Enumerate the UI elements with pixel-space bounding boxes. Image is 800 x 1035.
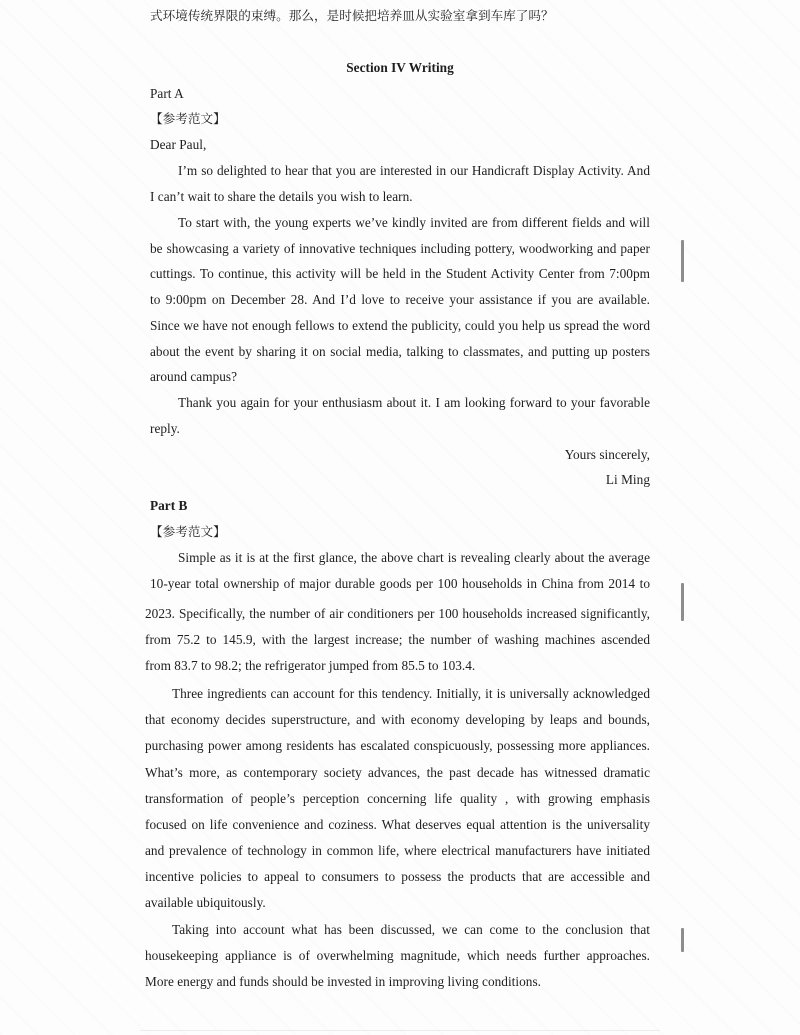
paragraph-line: available ubiquitously. bbox=[145, 895, 266, 910]
paragraph-line: 10-year total ownership of major durable goods per 100 households in China from 2014 to bbox=[150, 576, 650, 591]
paragraph-line: More energy and funds should be invested in improving living conditions. bbox=[145, 974, 541, 989]
paragraph-line: I can’t wait to share the details you wish to learn. bbox=[150, 189, 413, 204]
section-title: Section IV Writing bbox=[346, 60, 454, 75]
paragraph-line: What’s more, as contemporary society advances, the past decade has witnessed dramatic bbox=[145, 765, 650, 780]
paragraph-line: Taking into account what has been discussed, we can come to the conclusion that bbox=[172, 922, 650, 937]
paragraph-line: incentive policies to appeal to consumers to possess the products that are accessible and bbox=[145, 869, 650, 884]
scroll-indicator[interactable] bbox=[681, 583, 684, 621]
paragraph-line: and prevalence of technology in common life, where electrical manufacturers have initiated bbox=[145, 843, 650, 858]
paragraph-line: housekeeping appliance is of overwhelming magnitude, which needs further approaches. bbox=[145, 948, 650, 963]
paragraph-line: Since we have not enough fellows to extend the publicity, could you help us spread the word bbox=[150, 318, 650, 333]
paragraph-line: to 9:00pm on December 28. And I’d love to receive your assistance if you are available. bbox=[150, 292, 650, 307]
part-a-reference-label: 【参考范文】 bbox=[150, 111, 226, 126]
paragraph-line: purchasing power among residents has escalated conspicuously, possessing more appliances. bbox=[145, 738, 650, 753]
paragraph-line: cuttings. To continue, this activity will be held in the Student Activity Center from 7:00pm bbox=[150, 266, 650, 281]
paragraph-line: from 83.7 to 98.2; the refrigerator jumped from 85.5 to 103.4. bbox=[145, 658, 476, 673]
previous-section-last-line: 式环境传统界限的束缚。那么，是时候把培养皿从实验室拿到车库了吗？ bbox=[150, 8, 554, 23]
part-a-label: Part A bbox=[150, 86, 184, 101]
letter-signature: Li Ming bbox=[605, 472, 650, 487]
letter-closing: Yours sincerely, bbox=[564, 447, 650, 462]
paragraph-line: that economy decides superstructure, and with economy developing by leaps and bounds, bbox=[145, 712, 650, 727]
paragraph-line: Simple as it is at the first glance, the above chart is revealing clearly about the average bbox=[178, 550, 650, 565]
paragraph-line: around campus? bbox=[150, 369, 238, 384]
part-b-reference-label: 【参考范文】 bbox=[150, 524, 226, 539]
paragraph-line: Three ingredients can account for this tendency. Initially, it is universally acknowledged bbox=[172, 686, 650, 701]
paragraph-line: reply. bbox=[150, 421, 180, 436]
paragraph-line: about the event by sharing it on social media, talking to classmates, and putting up posters bbox=[150, 344, 650, 359]
part-b-label: Part B bbox=[150, 498, 188, 513]
paragraph-line: transformation of people’s perception concerning life quality , with growing emphasis bbox=[145, 791, 650, 806]
paragraph-line: Thank you again for your enthusiasm about it. I am looking forward to your favorable bbox=[178, 395, 650, 410]
page-bottom-divider bbox=[140, 1030, 660, 1031]
scroll-indicator[interactable] bbox=[681, 240, 684, 282]
paragraph-line: focused on life convenience and coziness. What deserves equal attention is the universality bbox=[145, 817, 650, 832]
paragraph-line: I’m so delighted to hear that you are interested in our Handicraft Display Activity. And bbox=[178, 163, 650, 178]
letter-salutation: Dear Paul, bbox=[150, 137, 207, 152]
paragraph-line: 2023. Specifically, the number of air conditioners per 100 households increased significantly, bbox=[145, 606, 650, 621]
paragraph-line: To start with, the young experts we’ve kindly invited are from different fields and will bbox=[178, 215, 650, 230]
scroll-indicator[interactable] bbox=[681, 928, 684, 952]
paragraph-line: from 75.2 to 145.9, with the largest increase; the number of washing machines ascended bbox=[145, 632, 650, 647]
paragraph-line: be showcasing a variety of innovative techniques including pottery, woodworking and paper bbox=[150, 241, 650, 256]
